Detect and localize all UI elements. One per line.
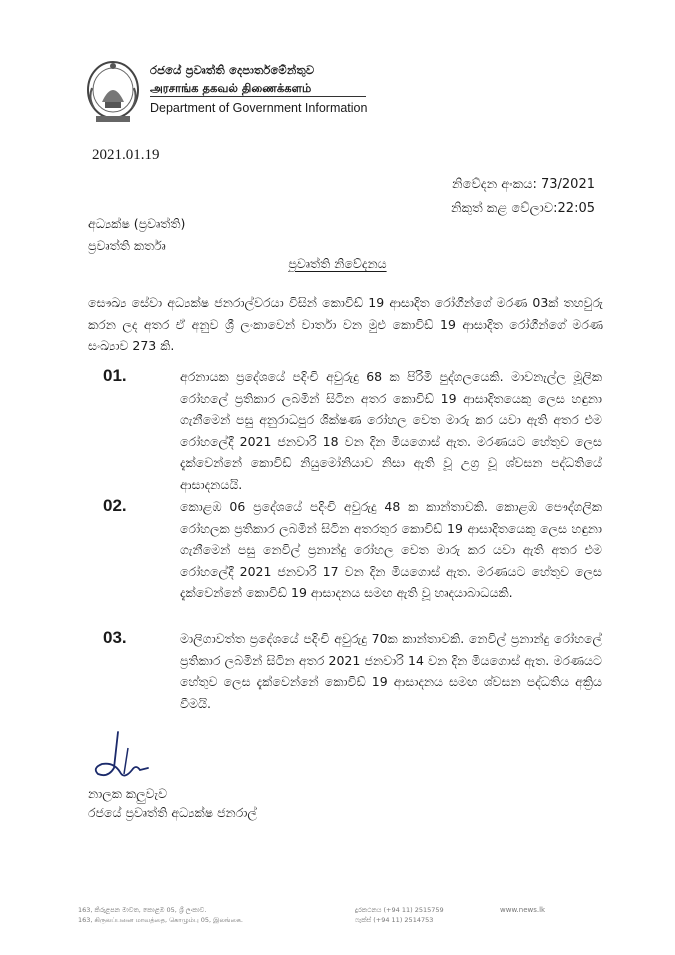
org-name-tamil: அரசாங்க தகவல் திணைக்களம்	[150, 81, 312, 95]
document-heading: ප්‍රවෘත්ති නිවේදනය	[288, 256, 387, 271]
item-text: අරනායක ප්‍රදේශයේ පදිංචි අවුරුදු 68 ක පිරිමි පුද්ගලයෙකි. මාවනැල්ල මූලික රෝහලේ ප්‍රතිකාර ලබමින් සිටින අතර කොවිඩ් 19 ආසාදිතයෙකු ලෙස හඳුනා ගැනීමෙන් පසු අනුරාධපුර ශික්ෂණ රෝහල වෙත මාරු කර යවා ඇති අතර එම රෝහලේදී 2021 ජනවාරි 18 වන දින මියගොස් ඇත. මරණයට හේතුව ලෙස දැක්වෙන්නේ කොවිඩ් නියුමෝනියාව නිසා ඇති වූ උග්‍ර වූ ශ්වසන පද්ධතියේ ආසාදනයයි.	[180, 369, 602, 492]
intro-paragraph: සෞඛ්‍ය සේවා අධ්‍යක්ෂ ජනරාල්වරයා විසින් කොවිඩ් 19 ආසාදිත රෝගීන්ගේ මරණ 03ක් තහවුරු කරන ලද අතර ඒ අනුව ශ්‍රී ලංකාවෙන් වාර්තා වන මුළු කොවිඩ් 19 ආසාදිත රෝගීන්ගේ මරණ සංඛ්‍යාව 273 කි.	[88, 295, 603, 353]
signatory-name: නාලක කලුවැව	[88, 786, 168, 801]
item-text: මාලිගාවත්ත ප්‍රදේශයේ පදිංචි අවුරුදු 70ක කාන්තාවකි. නෙවිල් ප්‍රනාන්දු රෝහලේ ප්‍රතිකාර ලබමින් සිටින අතර 2021 ජනවාරි 14 වන දින මියගොස් ඇත. මරණයට හේතුව ලෙස දැක්වෙන්නේ කොවිඩ් 19 ආසාදනය සමඟ ශ්වසන පද්ධතිය අක්‍රිය වීමයි.	[180, 631, 602, 711]
handwritten-signature	[88, 728, 178, 794]
item-number: 01.	[103, 366, 127, 385]
government-emblem-icon	[84, 58, 142, 126]
recipient-line: අධ්‍යක්ෂ (ප්‍රවෘත්ති)	[88, 216, 186, 231]
footer-address: 163, කිරුළපන මාවත, කොළඹ 05, ශ්‍රී ලංකාව. 163, கிருலப்பனை மாவத்தை, கொழும்பு 05, இலங்கை.	[78, 906, 243, 924]
recipient-line: ප්‍රවෘත්ති කර්තෘ	[88, 238, 166, 253]
signatory-title: රජයේ ප්‍රවෘත්ති අධ්‍යක්ෂ ජනරාල්	[88, 805, 257, 820]
footer-contact: දුරකථනය (+94 11) 2515759 ෆැක්ස් (+94 11) 2514753	[355, 906, 444, 924]
item-text: කොළඹ 06 ප්‍රදේශයේ පදිංචි අවුරුදු 48 ක කාන්තාවකි. කොළඹ පෞද්ගලික රෝහලක ප්‍රතිකාර ලබමින් සිටින අතරතුර කොවිඩ් 19 ආසාදිතයෙකු ලෙස හඳුනා ගැනීමෙන් පසු නෙවිල් ප්‍රනාන්දු රෝහල වෙත මාරු කර යවා ඇති අතර එම රෝහලේදී 2021 ජනවාරි 17 වන දින මියගොස් ඇත. මරණයට හේතුව ලෙස දැක්වෙන්නේ කොවිඩ් 19 ආසාදනය සමඟ ඇති වූ හෘදයාබාධයකි.	[180, 499, 602, 600]
item-number: 03.	[103, 628, 127, 647]
org-name-english: Department of Government Information	[150, 101, 368, 115]
release-date: 2021.01.19	[92, 147, 160, 163]
release-time: නිකුත් කළ වේලාව:22:05	[451, 201, 595, 216]
item-number: 02.	[103, 496, 127, 515]
org-name-sinhala: රජයේ ප්‍රවෘත්ති දෙපාර්තමේන්තුව	[150, 63, 315, 77]
footer-website: www.news.lk	[500, 906, 546, 914]
header-divider	[150, 96, 366, 97]
notice-number: නිවේදන අංකය: 73/2021	[452, 177, 595, 192]
